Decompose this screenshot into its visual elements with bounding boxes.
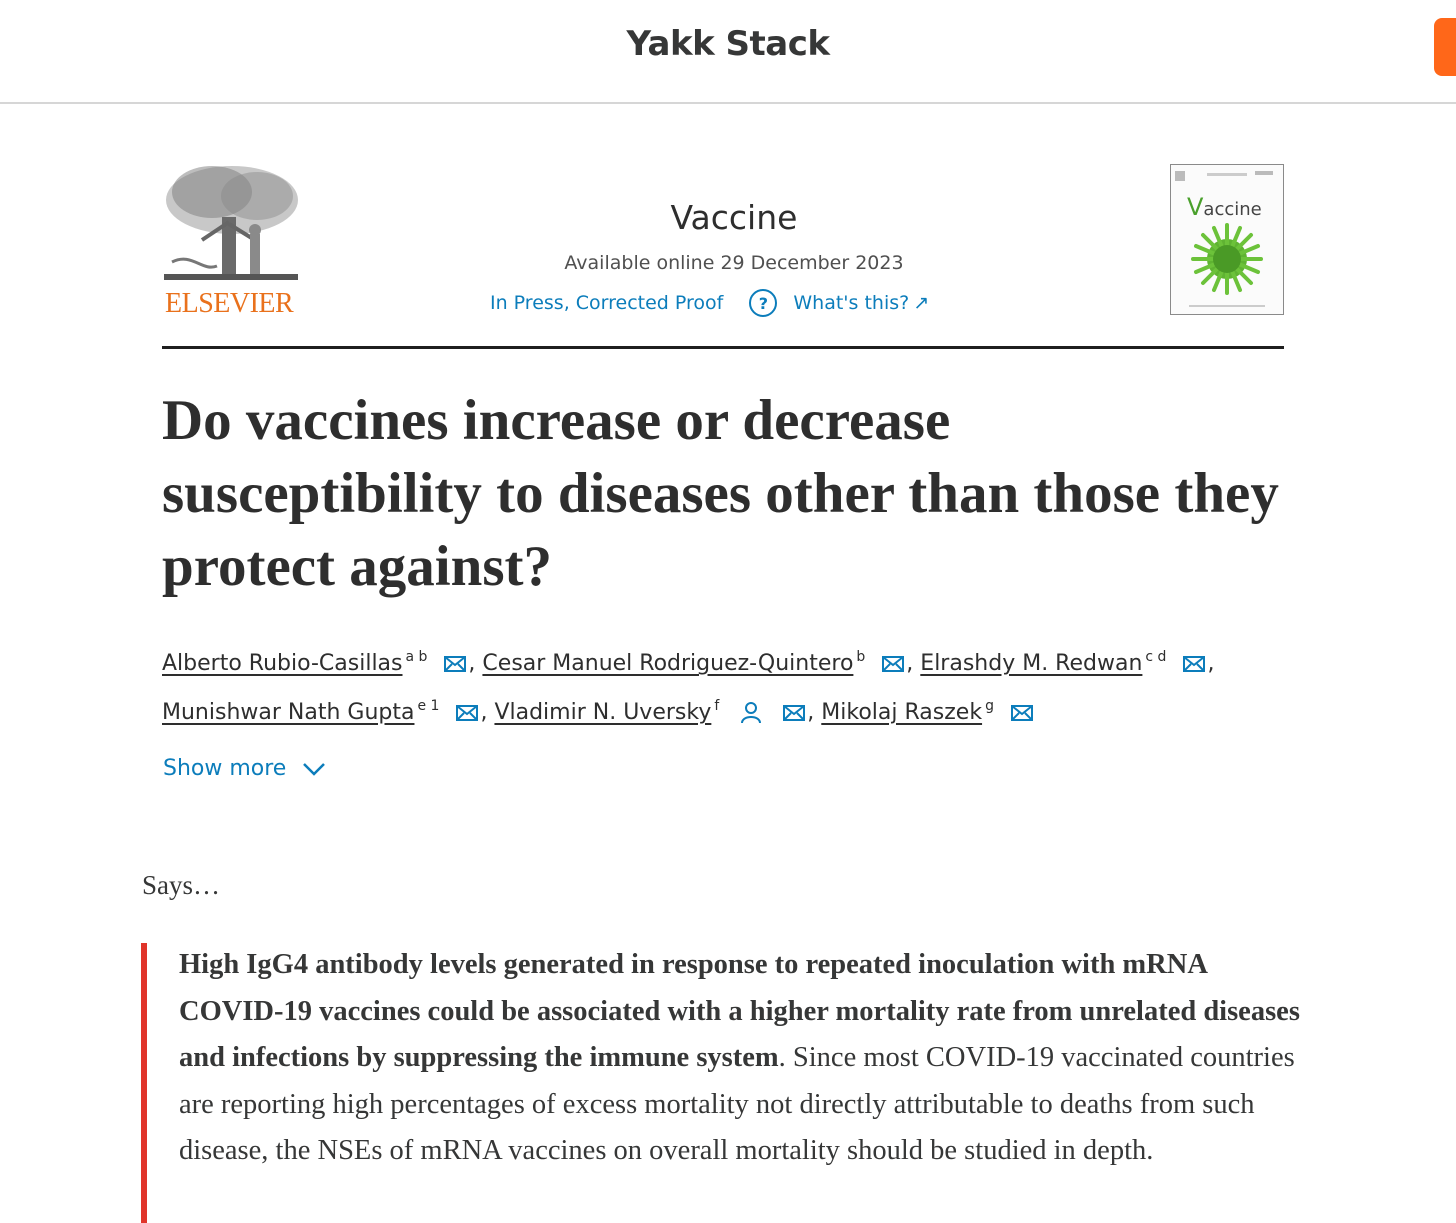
mail-icon[interactable] [1011, 704, 1033, 722]
in-press-link[interactable]: In Press, Corrected Proof [490, 292, 724, 314]
author-link[interactable]: Elrashdy M. Redwan [920, 651, 1143, 676]
author-link[interactable]: Mikolaj Raszek [821, 700, 983, 725]
journal-cover[interactable] [1170, 164, 1284, 315]
author-link[interactable]: Munishwar Nath Gupta [162, 700, 415, 725]
author-affiliation[interactable]: b [856, 649, 866, 665]
cover-title-initial: V [1187, 193, 1204, 221]
help-icon[interactable]: ? [749, 289, 777, 317]
person-icon[interactable] [740, 700, 762, 724]
author-link[interactable]: Vladimir N. Uversky [494, 700, 712, 725]
whats-this-link[interactable] [793, 292, 929, 314]
mail-icon[interactable] [444, 655, 466, 673]
author-affiliation[interactable]: c d [1145, 649, 1167, 665]
chevron-down-icon [302, 762, 326, 776]
quote-bold-text: High IgG4 antibody levels generated in response to repeated inoculation with mRNA COVID-19 vaccines could be associated with a higher mortality rate from unrelated diseases and infections by suppressing the immune system [179, 949, 1300, 1073]
article-title: Do vaccines increase or decrease susceptibility to diseases other than those they protect against? [162, 389, 1279, 598]
cover-title-rest: accine [1203, 199, 1262, 220]
author-link[interactable]: Cesar Manuel Rodriguez-Quintero [482, 651, 854, 676]
author-affiliation[interactable]: a b [405, 649, 428, 665]
mail-icon[interactable] [456, 704, 478, 722]
site-title[interactable]: Yakk Stack [626, 24, 830, 64]
mail-icon[interactable] [1183, 655, 1205, 673]
author-list: Alberto Rubio-Casillas $^{a b}$ , Cesar Manuel Rodriguez-Quintero $^b$ , Elrashdy M. Redwan $^{c d}$ , Munishwar Nath Gupta $^{e 1}$ , Vladimir N. Uversky $^f$ , Mikolaj Raszek $^g$ [162, 649, 1215, 725]
journal-name[interactable]: Vaccine [670, 198, 798, 237]
quote-text: . Since most COVID-19 vaccinated countries are reporting high percentages of excess mortality not directly attributable to deaths from such disease, the NSEs of mRNA vaccines on overall mortality should be studied in depth. [179, 1042, 1295, 1166]
author-affiliation[interactable]: e 1 [417, 698, 440, 714]
elsevier-wordmark: ELSEVIER [165, 288, 294, 319]
cover-title [1187, 193, 1262, 221]
top-bar [0, 0, 1456, 104]
mail-icon[interactable] [882, 655, 904, 673]
article-status-row [490, 288, 929, 318]
subscribe-button[interactable] [1434, 18, 1456, 76]
show-more-button[interactable] [163, 756, 326, 781]
author-link[interactable]: Alberto Rubio-Casillas [162, 651, 403, 676]
mail-icon[interactable] [783, 704, 805, 722]
availability-date: Available online 29 December 2023 [564, 252, 904, 274]
blockquote [179, 942, 1309, 1175]
post-intro: Says… [142, 870, 221, 900]
author-affiliation[interactable]: g [985, 698, 994, 714]
header-divider [162, 346, 1284, 349]
show-more-label: Show more [163, 756, 287, 781]
external-link-icon: ↗ [913, 292, 930, 314]
blockquote-bar [141, 943, 147, 1223]
author-affiliation[interactable]: f [714, 698, 720, 714]
whats-this-label: What's this? [793, 292, 910, 314]
